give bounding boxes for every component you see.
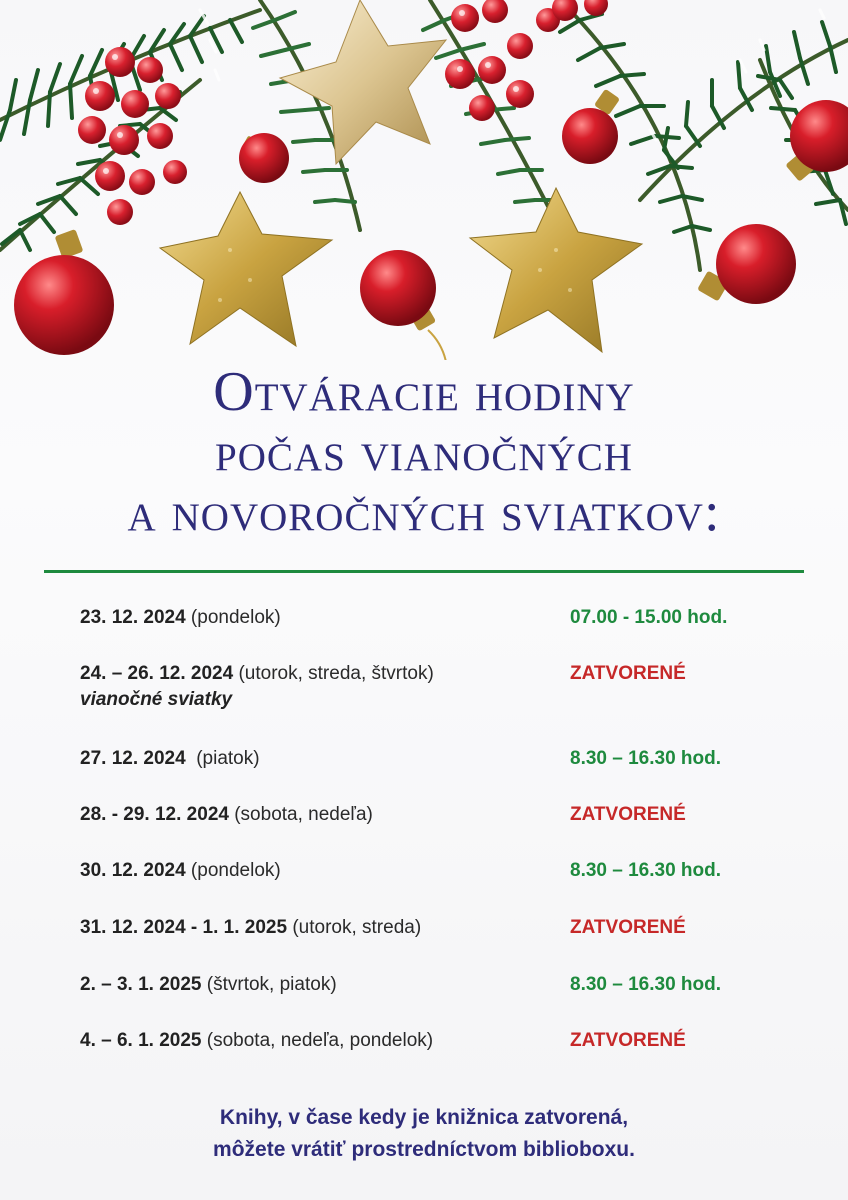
schedule-row — [80, 858, 780, 884]
schedule-row — [80, 972, 780, 998]
schedule-date: 2. – 3. 1. 2025 — [80, 974, 202, 995]
footer-line-1: Knihy, v čase kedy je knižnica zatvorená, — [219, 1106, 629, 1129]
schedule-status: ZATVORENÉ — [570, 917, 686, 938]
schedule-row — [80, 915, 780, 941]
schedule-date: 28. - 29. 12. 2024 — [80, 804, 229, 825]
schedule-date: 31. 12. 2024 - 1. 1. 2025 — [80, 917, 288, 938]
schedule-status: ZATVORENÉ — [570, 804, 686, 825]
page-title — [0, 362, 848, 542]
schedule-status: ZATVORENÉ — [570, 1030, 686, 1051]
schedule-row — [80, 802, 780, 828]
schedule-date: 30. 12. 2024 — [80, 860, 186, 881]
christmas-decoration — [0, 0, 848, 360]
schedule-days: (pondelok) — [185, 860, 281, 881]
schedule-date: 23. 12. 2024 — [80, 607, 186, 628]
schedule-date: 27. 12. 2024 — [80, 748, 186, 769]
schedule-date: 4. – 6. 1. 2025 — [80, 1030, 202, 1051]
schedule-note: vianočné sviatky — [80, 689, 233, 710]
schedule-days: (sobota, nedeľa, pondelok) — [201, 1030, 434, 1051]
schedule-status: ZATVORENÉ — [570, 663, 686, 684]
schedule-status: 07.00 - 15.00 hod. — [570, 607, 728, 628]
schedule-days: (štvrtok, piatok) — [201, 974, 337, 995]
title-divider — [44, 570, 804, 573]
title-line-1: Otváracie hodiny — [213, 361, 635, 423]
footer-note — [0, 1102, 848, 1166]
schedule-days: (piatok) — [185, 748, 260, 769]
schedule-days: (sobota, nedeľa) — [228, 804, 373, 825]
schedule-status: 8.30 – 16.30 hod. — [570, 974, 722, 995]
schedule-row — [80, 746, 780, 772]
title-line-3: a novoročných sviatkov: — [127, 481, 721, 543]
footer-line-2: môžete vrátiť prostredníctvom biblioboxu. — [213, 1138, 635, 1161]
schedule-days: (utorok, streda) — [287, 917, 422, 938]
schedule-days: (pondelok) — [185, 607, 281, 628]
schedule-status: 8.30 – 16.30 hod. — [570, 748, 722, 769]
schedule-days: (utorok, streda, štvrtok) — [233, 663, 434, 684]
schedule-date: 24. – 26. 12. 2024 — [80, 663, 234, 684]
title-line-2: počas vianočných — [215, 421, 633, 483]
schedule-row — [80, 661, 780, 713]
schedule-row — [80, 605, 780, 631]
schedule-row — [80, 1028, 780, 1054]
schedule-status: 8.30 – 16.30 hod. — [570, 860, 722, 881]
